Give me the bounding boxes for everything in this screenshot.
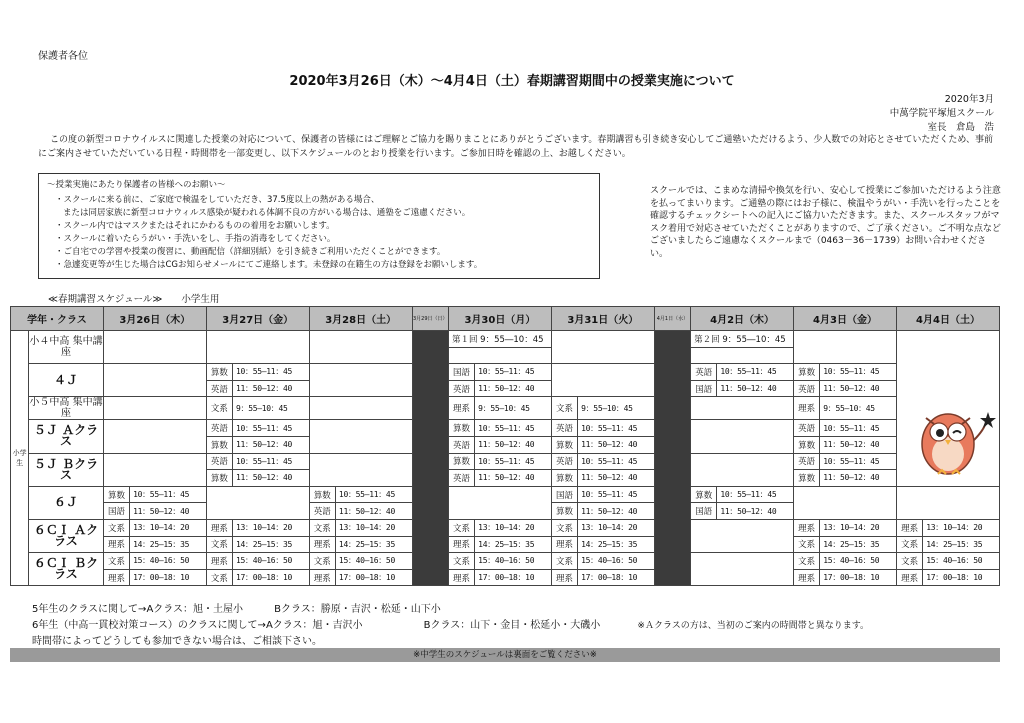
time-range: 11：50―12：40 — [578, 470, 655, 487]
time-range: 13：10―14：20 — [578, 519, 655, 536]
table-row — [11, 519, 1000, 536]
schedule-caption — [48, 291, 235, 305]
subject-label: 理系 — [448, 536, 474, 553]
class-label: ５Ｊ Ａクラス — [29, 420, 104, 453]
time-range: 14：25―15：35 — [923, 536, 1000, 553]
schedule-caption-sub: 小学生用 — [181, 294, 220, 305]
time-range: 10：55―11：45 — [578, 453, 655, 470]
subject-label: 英語 — [794, 453, 820, 470]
subject-label: 理系 — [309, 536, 335, 553]
empty-cell — [448, 486, 551, 519]
subject-label: 文系 — [551, 553, 577, 570]
time-range: 17：00―18：10 — [923, 569, 1000, 586]
page-title: 2020年3月26日（木）～4月4日（土）春期講習期間中の授業実施について — [289, 74, 735, 89]
time-range: 17：00―18：10 — [820, 569, 897, 586]
subject-label: 文系 — [794, 553, 820, 570]
time-range: 11：50―12：40 — [717, 503, 794, 520]
subject-label: 算数 — [551, 503, 577, 520]
subject-label: 文系 — [551, 519, 577, 536]
subject-label: 算数 — [794, 436, 820, 453]
time-range: 10：55―11：45 — [820, 364, 897, 381]
subject-label: 算数 — [448, 453, 474, 470]
time-range: 10：55―11：45 — [578, 420, 655, 437]
time-range: 11：50―12：40 — [717, 380, 794, 397]
time-range: 11：50―12：40 — [130, 503, 207, 520]
subject-label: 理系 — [448, 397, 474, 420]
time-range: 10：55―11：45 — [717, 364, 794, 381]
empty-cell — [309, 397, 412, 420]
subject-label: 国語 — [691, 380, 717, 397]
time-range: 10：55―11：45 — [130, 486, 207, 503]
empty-cell — [206, 331, 309, 364]
time-range: 15：40―16：50 — [130, 553, 207, 570]
subject-label: 英語 — [206, 453, 232, 470]
subject-label: 算数 — [206, 364, 232, 381]
subject-label: 英語 — [551, 453, 577, 470]
subject-label: 英語 — [206, 420, 232, 437]
time-range: 17：00―18：10 — [130, 569, 207, 586]
subject-label: 算数 — [206, 436, 232, 453]
subject-label: 英語 — [448, 470, 474, 487]
grade5-group-a: 5年生のクラスに関して→Aクラス：旭・土屋小 — [32, 604, 243, 615]
subject-label: 英語 — [309, 503, 335, 520]
subject-label: 英語 — [551, 420, 577, 437]
side-note: スクールでは、こまめな清掃や換気を行い、安心して授業にご参加いただけるよう注意を払ってまいります。ご通塾の際にはお子様に、検温やうがい・手洗いを行ったことを確認するチェックシートへの記入にご協力いただきます。また、スクールスタッフがマスク着用で対応させていただくことがありますので、ご了承ください。ご不明な点などございましたらご遠慮なくスクールまで（0463－36－1739）お問い合わせください。 — [650, 186, 1001, 259]
time-range: 10：55―11：45 — [475, 364, 552, 381]
subject-label: 理系 — [896, 519, 922, 536]
request-item: ・急遽変更等が生じた場合はCGお知らせメールにてご連絡します。未登録の在籍生の方は登録をお願いします。 — [55, 260, 483, 270]
time-range: 11：50―12：40 — [578, 436, 655, 453]
time-range: 10：55―11：45 — [820, 420, 897, 437]
table-row — [11, 569, 1000, 586]
subject-label: 理系 — [103, 569, 129, 586]
empty-cell — [691, 453, 794, 486]
time-range: 10：55―11：45 — [335, 486, 412, 503]
empty-cell — [691, 347, 794, 364]
request-item: ・スクールに来る前に、ご家庭で検温をしていただき、37.5度以上の熱がある場合、 — [55, 195, 380, 205]
subject-label: 文系 — [206, 397, 232, 420]
class-label: 小５中高 集中講座 — [29, 397, 103, 420]
grade6-note: ※Ａクラスの方は、当初のご案内の時間帯と異なります。 — [637, 621, 869, 631]
time-range: 15：40―16：50 — [233, 553, 310, 570]
grade5-groups — [32, 600, 441, 615]
empty-cell — [103, 420, 206, 453]
subject-label: 文系 — [896, 536, 922, 553]
header-day: 4月4日（土） — [896, 307, 999, 331]
request-item: ・スクール内ではマスクまたはそれにかわるものの着用をお願いします。 — [55, 221, 335, 231]
subject-label: 理系 — [309, 569, 335, 586]
time-range: 11：50―12：40 — [233, 380, 310, 397]
header-class: 学年・クラス — [11, 307, 104, 331]
subject-label: 理系 — [448, 569, 474, 586]
empty-cell — [691, 420, 794, 453]
subject-label: 算数 — [309, 486, 335, 503]
time-range: 13：10―14：20 — [475, 519, 552, 536]
class-label: ６ＣＩ Ａクラス — [29, 519, 104, 552]
time-range: 17：00―18：10 — [335, 569, 412, 586]
time-range: 11：50―12：40 — [475, 380, 552, 397]
empty-cell — [691, 553, 794, 586]
subject-label: 文系 — [309, 553, 335, 570]
header-day: 3月30日（月） — [448, 307, 551, 331]
subject-label: 算数 — [103, 486, 129, 503]
time-range: 17：00―18：10 — [578, 569, 655, 586]
empty-cell — [448, 347, 551, 364]
time-range: 13：10―14：20 — [130, 519, 207, 536]
subject-label: 算数 — [448, 420, 474, 437]
subject-label: 算数 — [794, 470, 820, 487]
time-range: 10：55―11：45 — [233, 364, 310, 381]
time-range: 9：55―10：45 — [475, 397, 552, 420]
subject-label: 理系 — [551, 536, 577, 553]
class-label: ５Ｊ Ｂクラス — [29, 453, 104, 486]
time-range: 9：55―10：45 — [578, 397, 655, 420]
empty-cell — [309, 453, 412, 486]
subject-label: 英語 — [448, 380, 474, 397]
subject-label: 理系 — [794, 569, 820, 586]
time-range: 14：25―15：35 — [130, 536, 207, 553]
time-range: 11：50―12：40 — [335, 503, 412, 520]
subject-label: 英語 — [794, 420, 820, 437]
time-range: 15：40―16：50 — [820, 553, 897, 570]
request-box — [38, 173, 600, 279]
time-range: 11：50―12：40 — [475, 470, 552, 487]
header-day: 3月31日（火） — [551, 307, 654, 331]
subject-label: 文系 — [206, 536, 232, 553]
grade5-group-b: Bクラス：勝原・吉沢・松延・山下小 — [274, 604, 441, 615]
subject-label: 英語 — [206, 380, 232, 397]
subject-label: 算数 — [691, 486, 717, 503]
time-range: 14：25―15：35 — [233, 536, 310, 553]
empty-cell — [551, 331, 654, 364]
time-range: 13：10―14：20 — [233, 519, 310, 536]
time-range: 15：40―16：50 — [578, 553, 655, 570]
time-range: 10：55―11：45 — [475, 420, 552, 437]
subject-label: 文系 — [103, 519, 129, 536]
header-day-off: 3月29日（日） — [412, 307, 448, 331]
time-range: 10：55―11：45 — [475, 453, 552, 470]
subject-label: 理系 — [794, 397, 820, 420]
subject-label: 国語 — [103, 503, 129, 520]
subject-label: 国語 — [448, 364, 474, 381]
table-row — [11, 486, 1000, 503]
time-range: 11：50―12：40 — [820, 436, 897, 453]
footer-banner: ※中学生のスケジュールは裏面をご覧ください※ — [10, 648, 1000, 662]
schedule-header-row — [11, 307, 1000, 331]
subject-label: 理系 — [103, 536, 129, 553]
subject-label: 文系 — [448, 553, 474, 570]
subject-label: 文系 — [896, 553, 922, 570]
table-row — [11, 453, 1000, 470]
school-name: 中萬学院平塚旭スクール — [889, 108, 994, 119]
time-range: 14：25―15：35 — [820, 536, 897, 553]
time-range: 15：40―16：50 — [335, 553, 412, 570]
principal-name: 室長 倉島 浩 — [927, 122, 994, 133]
subject-label: 英語 — [448, 436, 474, 453]
day-off-band — [654, 331, 690, 586]
subject-label: 文系 — [103, 553, 129, 570]
grade6-group-a: 6年生（中高一貫校対策コース）のクラスに関して→Aクラス：旭・吉沢小 — [32, 620, 363, 631]
session-label: 第１回 — [451, 334, 478, 345]
header-day-off: 4月1日（水） — [654, 307, 690, 331]
header-day: 3月27日（金） — [206, 307, 309, 331]
empty-cell — [309, 364, 412, 397]
subject-label: 理系 — [896, 569, 922, 586]
time-range: 13：10―14：20 — [820, 519, 897, 536]
issue-date: 2020年3月 — [944, 94, 994, 105]
subject-label: 文系 — [309, 519, 335, 536]
subject-label: 国語 — [551, 486, 577, 503]
empty-cell — [691, 519, 794, 552]
header-day: 3月26日（木） — [103, 307, 206, 331]
time-range: 9：55―10：45 — [480, 334, 544, 345]
schedule-cell — [691, 331, 794, 348]
subject-label: 理系 — [551, 569, 577, 586]
subject-label: 理系 — [794, 519, 820, 536]
class-label: ６Ｊ — [29, 486, 104, 519]
empty-cell — [103, 331, 206, 364]
table-row — [11, 331, 1000, 348]
time-range: 11：50―12：40 — [475, 436, 552, 453]
time-range: 10：55―11：45 — [717, 486, 794, 503]
subject-label: 算数 — [794, 364, 820, 381]
class-label: 小４中高 集中講座 — [29, 331, 104, 364]
subject-label: 算数 — [551, 470, 577, 487]
subject-label: 算数 — [206, 470, 232, 487]
empty-cell — [206, 486, 309, 519]
request-item: ・スクールに着いたらうがい・手洗いをし、手指の消毒をしてください。 — [55, 234, 336, 244]
document-meta — [890, 93, 994, 135]
subject-label: 算数 — [551, 436, 577, 453]
time-range: 14：25―15：35 — [578, 536, 655, 553]
request-heading: ～授業実施にあたり保護者の皆様へのお願い～ — [47, 180, 226, 190]
table-row — [11, 536, 1000, 553]
time-range: 10：55―11：45 — [233, 453, 310, 470]
schedule-cell — [448, 331, 551, 348]
empty-cell — [103, 453, 206, 486]
subject-label: 文系 — [206, 569, 232, 586]
empty-cell — [691, 397, 794, 420]
time-range: 11：50―12：40 — [820, 380, 897, 397]
subject-label: 英語 — [691, 364, 717, 381]
intro-paragraph: この度の新型コロナウイルスに関連した授業の対応について、保護者の皆様にはご理解とご協力を賜りまことにありがとうございます。春期講習も引き続き安心してご通塾いただけるよう、少人数での対応とさせていただくため、事前にご案内させていただいている日程・時間帯を一部変更し、以下スケジュールのとおり授業を行います。ご参加日時を確認の上、お越しください。 — [38, 135, 994, 159]
owl-mascot-icon — [908, 400, 996, 480]
time-range: 11：50―12：40 — [578, 503, 655, 520]
time-range: 13：10―14：20 — [923, 519, 1000, 536]
consult-note: 時間帯によってどうしても参加できない場合は、ご相談下さい。 — [32, 636, 322, 647]
time-range: 11：50―12：40 — [233, 436, 310, 453]
time-range: 10：55―11：45 — [578, 486, 655, 503]
empty-cell — [794, 486, 897, 519]
time-range: 15：40―16：50 — [923, 553, 1000, 570]
table-row — [11, 420, 1000, 437]
request-item: ・ご自宅での学習や授業の復習に、動画配信（詳細別紙）を引き続きご利用いただくことができます。 — [55, 247, 446, 257]
empty-cell — [794, 331, 897, 364]
empty-cell — [551, 364, 654, 397]
class-label: ４Ｊ — [29, 364, 104, 397]
class-label: ６ＣＩ Ｂクラス — [29, 553, 104, 586]
subject-label: 文系 — [794, 536, 820, 553]
header-day: 4月2日（木） — [691, 307, 794, 331]
session-label: 第２回 — [694, 334, 720, 345]
subject-label: 国語 — [691, 503, 717, 520]
time-range: 17：00―18：10 — [233, 569, 310, 586]
time-range: 14：25―15：35 — [335, 536, 412, 553]
grade6-groups — [32, 616, 1022, 631]
subject-label: 理系 — [206, 519, 232, 536]
time-range: 11：50―12：40 — [233, 470, 310, 487]
subject-label: 理系 — [206, 553, 232, 570]
empty-cell — [309, 420, 412, 453]
time-range: 14：25―15：35 — [475, 536, 552, 553]
header-day: 3月28日（土） — [309, 307, 412, 331]
subject-label: 英語 — [794, 380, 820, 397]
time-range: 13：10―14：20 — [335, 519, 412, 536]
empty-cell — [103, 397, 206, 420]
time-range: 9：55―10：45 — [820, 397, 897, 420]
time-range: 9：55―10：45 — [233, 397, 310, 420]
subject-label: 文系 — [448, 519, 474, 536]
grade-side-label: 小学生 — [11, 331, 29, 586]
empty-cell — [309, 331, 412, 364]
grade6-group-b: Bクラス：山下・金目・松延小・大磯小 — [423, 620, 601, 631]
empty-cell — [896, 486, 999, 519]
time-range: 10：55―11：45 — [820, 453, 897, 470]
request-item-continued: または同居家族に新型コロナウィルス感染が疑われる体調不良の方がいる場合は、通塾をご遠慮ください。 — [63, 208, 471, 218]
empty-cell — [103, 364, 206, 397]
header-day: 4月3日（金） — [794, 307, 897, 331]
addressee: 保護者各位 — [38, 51, 88, 62]
table-row — [11, 364, 1000, 381]
schedule-caption-title: ≪春期講習スケジュール≫ — [48, 294, 163, 305]
schedule-table — [10, 306, 1000, 586]
time-range: 10：55―11：45 — [233, 420, 310, 437]
time-range: 9：55―10：45 — [722, 334, 786, 345]
subject-label: 文系 — [551, 397, 577, 420]
time-range: 11：50―12：40 — [820, 470, 897, 487]
table-row — [11, 553, 1000, 570]
time-range: 15：40―16：50 — [475, 553, 552, 570]
time-range: 17：00―18：10 — [475, 569, 552, 586]
day-off-band — [412, 331, 448, 586]
